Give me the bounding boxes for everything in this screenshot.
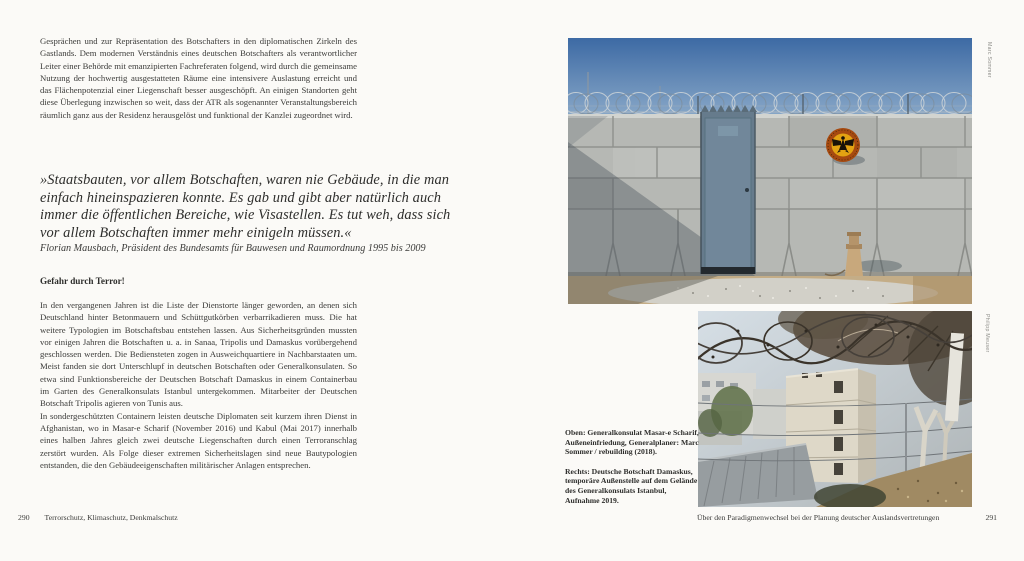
steel-gate <box>701 105 757 274</box>
photo-captions <box>565 428 701 515</box>
body-paragraph-2: In den vergangenen Jahren ist die Liste der Dienstorte länger geworden, an denen sich Deutschland hinter Betonmauern und Schüttgutkörben verbarrikadieren muss. Die hat weitere Typologien im Botschaftsbau entstehen lassen. Aus Sicherheitsgründen mussten vor einigen Jahren die Botschaften u. a. in Sanaa, Tripolis und Damaskus vorübergehend geschlossen werden. Die Bediensteten zogen in Ausweichquartiere in Nachbarstaaten um. Meist fanden sie dort Unterschlupf in deutschen Botschaften oder Generalkonsulaten. So etwa sind Funktionsbereiche der Deutschen Botschaft Damaskus in einem Containerbau im Garten des Generalkonsulats Istanbul untergekommen. Mitarbeiter der Deutschen Botschaft Tripolis agieren von Tunis aus. <box>40 300 357 409</box>
body-paragraph-1: Gesprächen und zur Repräsentation des Botschafters in den diplomatischen Zirkeln des Gastlands. Dem modernen Verständnis eines deutschen Botschafters als verantwortlicher Leiter einer Behörde mit emanzipierten Fachreferaten folgend, wird durch die gemeinsame Nutzung der hochwertig ausgestatteten Räume eine intensivere Auslastung erreicht und das Flächenpotenzial einer Liegenschaft besser ausgeschöpft. An einigen Standorten geht diese Überlegung inzwischen so weit, dass der ATR als sogenannter Veranstaltungsbereich räumlich ganz aus der Residenz herausgelöst und funktional der Kanzlei zugeordnet wird. <box>40 36 357 120</box>
gravel-ground <box>568 276 972 304</box>
right-page-footer <box>697 513 997 522</box>
pull-quote: »Staatsbauten, vor allem Botschaften, waren nie Gebäude, in die man einfach hineinspazieren konnte. Es gab und gibt aber natürlich auch immer die öffentlichen Bereiche, wie Visastellen. Es tut weh, dass sich vor allem Botschaften immer mehr einigeln müssen.« <box>40 172 451 242</box>
left-footer-title: Terrorschutz, Klimaschutz, Denkmalschutz <box>44 513 178 522</box>
right-page-number: 291 <box>985 513 997 522</box>
left-page-footer <box>18 513 418 522</box>
embassy-wall-photo <box>568 38 972 304</box>
quote-attribution: Florian Mausbach, Präsident des Bundesamts für Bauwesen und Raumordnung 1995 bis 2009 <box>40 243 426 254</box>
section-heading: Gefahr durch Terror! <box>40 276 125 286</box>
top-photo-credit: Marc Sommer <box>986 42 992 78</box>
istanbul-container-photo <box>698 311 972 507</box>
right-footer-title: Über den Paradigmenwechsel bei der Planung deutscher Auslandsvertretungen <box>697 513 940 522</box>
left-page-number: 290 <box>18 513 30 522</box>
caption-bottom-photo: Rechts: Deutsche Botschaft Damaskus, temporäre Außenstelle auf dem Gelände des Generalkonsulats Istanbul, Aufnahme 2019. <box>565 466 698 505</box>
body-text-block <box>40 299 357 471</box>
bottom-photo-credit: Philipp Meuser <box>984 314 990 353</box>
body-paragraph-3: In sondergeschützten Containern leisten deutsche Diplomaten seit kurzem ihren Dienst in Afghanistan, wo in Masar-e Scharif (November 2016) und Kabul (Mai 2017) innerhalb eines halben Jahres gleich zwei deutsche Liegenschaften durch einen Terroranschlag zerstört wurden. Als Folge dieser extremen Sicherheitslagen sind neue Bautypologien entstanden, die den Gebäudeeigenschaften militärischer Anlagen entsprechen. <box>40 410 357 470</box>
caption-top-photo: Oben: Generalkonsulat Masar-e Scharif, Außeneinfriedung, Generalplaner: Marc Sommer / rebuilding (2018). <box>565 428 699 457</box>
